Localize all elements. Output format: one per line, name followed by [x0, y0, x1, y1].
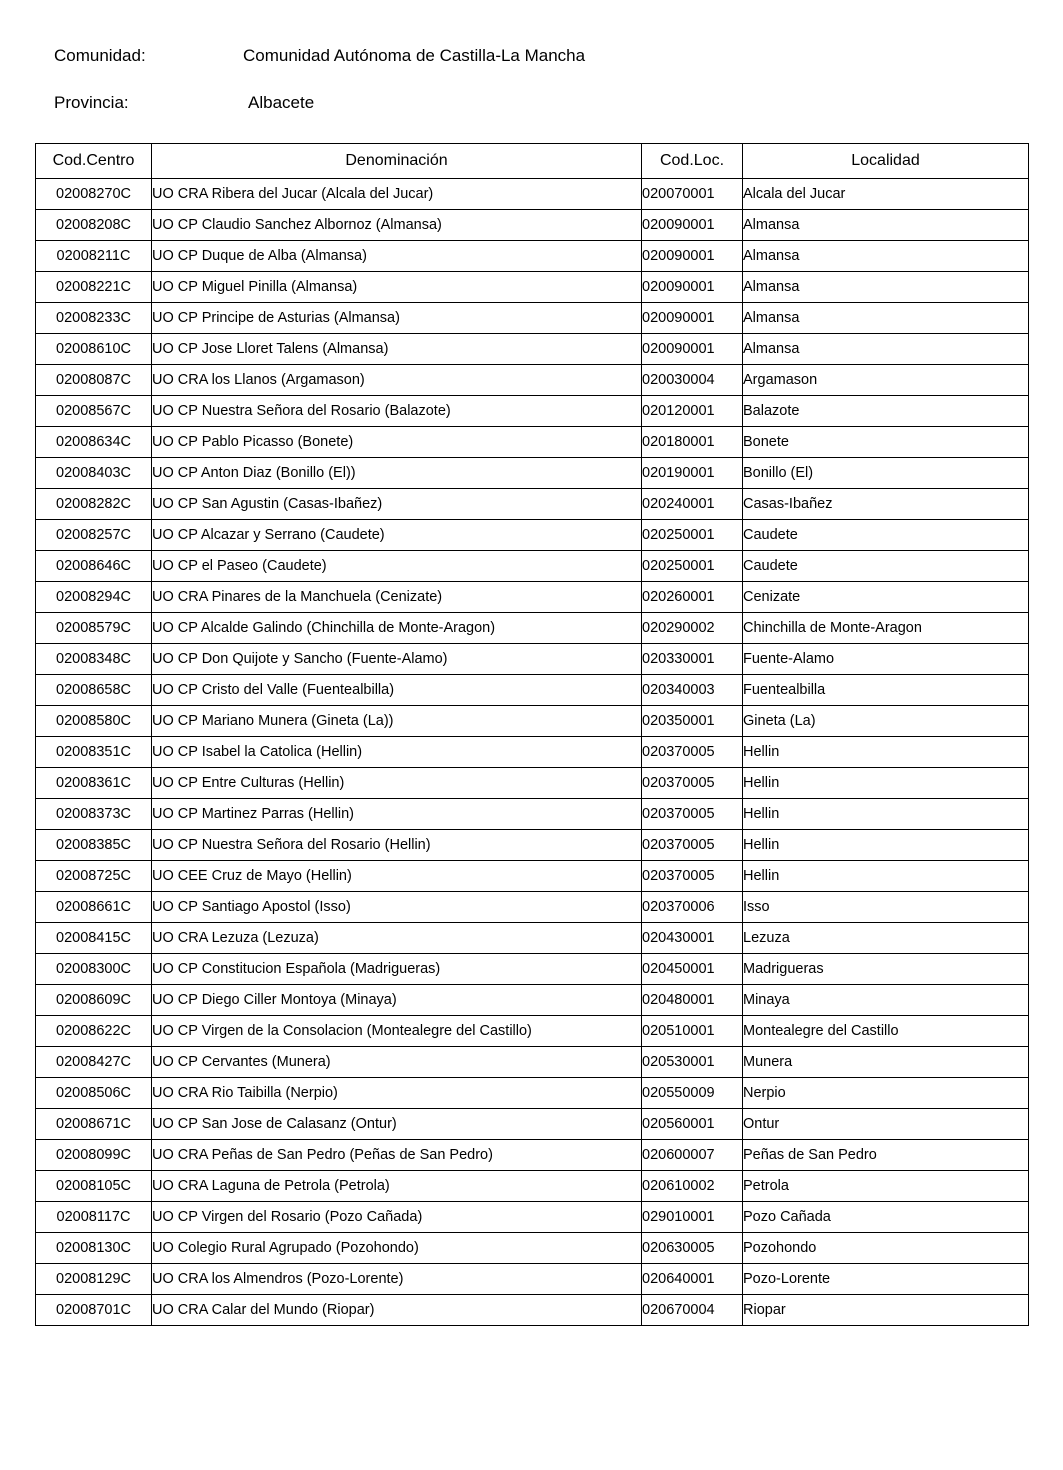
- cod-loc-cell: 029010001: [642, 1202, 743, 1233]
- table-row: [36, 551, 1029, 582]
- cod-centro-cell: 02008567C: [36, 396, 152, 427]
- denominacion-cell: UO CP Nuestra Señora del Rosario (Hellin): [152, 830, 642, 861]
- cod-loc-cell: 020250001: [642, 551, 743, 582]
- cod-centro-cell: 02008348C: [36, 644, 152, 675]
- comunidad-label: Comunidad:: [54, 46, 146, 65]
- cod-loc-cell: 020550009: [642, 1078, 743, 1109]
- cod-loc-cell: 020450001: [642, 954, 743, 985]
- cod-loc-cell: 020290002: [642, 613, 743, 644]
- cod-loc-cell: 020370005: [642, 768, 743, 799]
- centers-table: [35, 143, 1029, 1326]
- table-row: [36, 520, 1029, 551]
- table-row: [36, 1016, 1029, 1047]
- cod-centro-cell: 02008300C: [36, 954, 152, 985]
- cod-loc-cell: 020090001: [642, 334, 743, 365]
- cod-centro-cell: 02008117C: [36, 1202, 152, 1233]
- localidad-cell: Gineta (La): [743, 706, 1029, 737]
- localidad-cell: Hellin: [743, 830, 1029, 861]
- localidad-cell: Hellin: [743, 861, 1029, 892]
- localidad-cell: Ontur: [743, 1109, 1029, 1140]
- column-header-cod-centro: Cod.Centro: [36, 144, 152, 179]
- table-row: [36, 1078, 1029, 1109]
- cod-loc-cell: 020480001: [642, 985, 743, 1016]
- denominacion-cell: UO CP Cervantes (Munera): [152, 1047, 642, 1078]
- denominacion-cell: UO CEE Cruz de Mayo (Hellin): [152, 861, 642, 892]
- denominacion-cell: UO CP Cristo del Valle (Fuentealbilla): [152, 675, 642, 706]
- localidad-cell: Lezuza: [743, 923, 1029, 954]
- localidad-cell: Minaya: [743, 985, 1029, 1016]
- table-row: [36, 892, 1029, 923]
- cod-loc-cell: 020090001: [642, 303, 743, 334]
- table-row: [36, 334, 1029, 365]
- cod-centro-cell: 02008701C: [36, 1295, 152, 1326]
- table-row: [36, 365, 1029, 396]
- cod-centro-cell: 02008385C: [36, 830, 152, 861]
- cod-loc-cell: 020250001: [642, 520, 743, 551]
- table-row: [36, 675, 1029, 706]
- cod-centro-cell: 02008294C: [36, 582, 152, 613]
- localidad-cell: Bonete: [743, 427, 1029, 458]
- localidad-cell: Caudete: [743, 520, 1029, 551]
- cod-centro-cell: 02008610C: [36, 334, 152, 365]
- cod-centro-cell: 02008579C: [36, 613, 152, 644]
- table-row: [36, 1264, 1029, 1295]
- denominacion-cell: UO CRA los Almendros (Pozo-Lorente): [152, 1264, 642, 1295]
- table-row: [36, 954, 1029, 985]
- denominacion-cell: UO CP San Agustin (Casas-Ibañez): [152, 489, 642, 520]
- denominacion-cell: UO CP Pablo Picasso (Bonete): [152, 427, 642, 458]
- cod-centro-cell: 02008211C: [36, 241, 152, 272]
- cod-loc-cell: 020370006: [642, 892, 743, 923]
- cod-loc-cell: 020670004: [642, 1295, 743, 1326]
- cod-centro-cell: 02008427C: [36, 1047, 152, 1078]
- cod-centro-cell: 02008622C: [36, 1016, 152, 1047]
- denominacion-cell: UO CP Virgen de la Consolacion (Montealegre del Castillo): [152, 1016, 642, 1047]
- column-header-localidad: Localidad: [743, 144, 1029, 179]
- table-row: [36, 737, 1029, 768]
- table-row: [36, 179, 1029, 210]
- cod-centro-cell: 02008208C: [36, 210, 152, 241]
- localidad-cell: Pozo-Lorente: [743, 1264, 1029, 1295]
- cod-loc-cell: 020350001: [642, 706, 743, 737]
- table-row: [36, 427, 1029, 458]
- localidad-cell: Cenizate: [743, 582, 1029, 613]
- table-row: [36, 644, 1029, 675]
- cod-centro-cell: 02008661C: [36, 892, 152, 923]
- comunidad-value: Comunidad Autónoma de Castilla-La Mancha: [243, 46, 586, 65]
- table-row: [36, 768, 1029, 799]
- table-row: [36, 1171, 1029, 1202]
- denominacion-cell: UO CP Jose Lloret Talens (Almansa): [152, 334, 642, 365]
- table-row: [36, 985, 1029, 1016]
- cod-loc-cell: 020370005: [642, 799, 743, 830]
- cod-centro-cell: 02008415C: [36, 923, 152, 954]
- cod-loc-cell: 020640001: [642, 1264, 743, 1295]
- cod-centro-cell: 02008580C: [36, 706, 152, 737]
- table-row: [36, 303, 1029, 334]
- cod-centro-cell: 02008221C: [36, 272, 152, 303]
- denominacion-cell: UO CP Alcazar y Serrano (Caudete): [152, 520, 642, 551]
- denominacion-cell: UO CRA Laguna de Petrola (Petrola): [152, 1171, 642, 1202]
- table-row: [36, 1295, 1029, 1326]
- cod-loc-cell: 020090001: [642, 241, 743, 272]
- localidad-cell: Montealegre del Castillo: [743, 1016, 1029, 1047]
- localidad-cell: Hellin: [743, 799, 1029, 830]
- provincia-label: Provincia:: [54, 93, 129, 112]
- denominacion-cell: UO CP Isabel la Catolica (Hellin): [152, 737, 642, 768]
- localidad-cell: Petrola: [743, 1171, 1029, 1202]
- provincia-value: Albacete: [248, 93, 315, 112]
- cod-loc-cell: 020070001: [642, 179, 743, 210]
- cod-centro-cell: 02008646C: [36, 551, 152, 582]
- cod-centro-cell: 02008129C: [36, 1264, 152, 1295]
- cod-centro-cell: 02008609C: [36, 985, 152, 1016]
- localidad-cell: Almansa: [743, 272, 1029, 303]
- localidad-cell: Alcala del Jucar: [743, 179, 1029, 210]
- column-header-denominacion: Denominación: [152, 144, 642, 179]
- denominacion-cell: UO CP Principe de Asturias (Almansa): [152, 303, 642, 334]
- denominacion-cell: UO CP Virgen del Rosario (Pozo Cañada): [152, 1202, 642, 1233]
- cod-centro-cell: 02008257C: [36, 520, 152, 551]
- denominacion-cell: UO Colegio Rural Agrupado (Pozohondo): [152, 1233, 642, 1264]
- table-row: [36, 396, 1029, 427]
- cod-loc-cell: 020180001: [642, 427, 743, 458]
- cod-loc-cell: 020630005: [642, 1233, 743, 1264]
- table-row: [36, 458, 1029, 489]
- denominacion-cell: UO CRA Peñas de San Pedro (Peñas de San Pedro): [152, 1140, 642, 1171]
- cod-centro-cell: 02008130C: [36, 1233, 152, 1264]
- table-row: [36, 1047, 1029, 1078]
- cod-loc-cell: 020260001: [642, 582, 743, 613]
- cod-loc-cell: 020530001: [642, 1047, 743, 1078]
- localidad-cell: Isso: [743, 892, 1029, 923]
- localidad-cell: Pozohondo: [743, 1233, 1029, 1264]
- cod-centro-cell: 02008373C: [36, 799, 152, 830]
- denominacion-cell: UO CP Don Quijote y Sancho (Fuente-Alamo): [152, 644, 642, 675]
- cod-centro-cell: 02008725C: [36, 861, 152, 892]
- cod-loc-cell: 020610002: [642, 1171, 743, 1202]
- cod-loc-cell: 020370005: [642, 737, 743, 768]
- cod-loc-cell: 020340003: [642, 675, 743, 706]
- cod-centro-cell: 02008233C: [36, 303, 152, 334]
- localidad-cell: Munera: [743, 1047, 1029, 1078]
- denominacion-cell: UO CP el Paseo (Caudete): [152, 551, 642, 582]
- localidad-cell: Almansa: [743, 210, 1029, 241]
- localidad-cell: Almansa: [743, 303, 1029, 334]
- denominacion-cell: UO CRA los Llanos (Argamason): [152, 365, 642, 396]
- table-row: [36, 613, 1029, 644]
- table-row: [36, 799, 1029, 830]
- denominacion-cell: UO CRA Lezuza (Lezuza): [152, 923, 642, 954]
- denominacion-cell: UO CP Nuestra Señora del Rosario (Balazote): [152, 396, 642, 427]
- column-header-cod-loc: Cod.Loc.: [642, 144, 743, 179]
- localidad-cell: Pozo Cañada: [743, 1202, 1029, 1233]
- cod-centro-cell: 02008099C: [36, 1140, 152, 1171]
- localidad-cell: Madrigueras: [743, 954, 1029, 985]
- denominacion-cell: UO CRA Pinares de la Manchuela (Cenizate): [152, 582, 642, 613]
- table-row: [36, 1233, 1029, 1264]
- denominacion-cell: UO CP Anton Diaz (Bonillo (El)): [152, 458, 642, 489]
- cod-centro-cell: 02008282C: [36, 489, 152, 520]
- denominacion-cell: UO CRA Rio Taibilla (Nerpio): [152, 1078, 642, 1109]
- denominacion-cell: UO CP Duque de Alba (Almansa): [152, 241, 642, 272]
- cod-loc-cell: 020330001: [642, 644, 743, 675]
- table-row: [36, 706, 1029, 737]
- denominacion-cell: UO CP Entre Culturas (Hellin): [152, 768, 642, 799]
- denominacion-cell: UO CP Miguel Pinilla (Almansa): [152, 272, 642, 303]
- cod-loc-cell: 020510001: [642, 1016, 743, 1047]
- cod-loc-cell: 020120001: [642, 396, 743, 427]
- denominacion-cell: UO CRA Calar del Mundo (Riopar): [152, 1295, 642, 1326]
- cod-loc-cell: 020090001: [642, 272, 743, 303]
- table-row: [36, 582, 1029, 613]
- localidad-cell: Fuentealbilla: [743, 675, 1029, 706]
- denominacion-cell: UO CP Mariano Munera (Gineta (La)): [152, 706, 642, 737]
- cod-loc-cell: 020090001: [642, 210, 743, 241]
- cod-centro-cell: 02008087C: [36, 365, 152, 396]
- localidad-cell: Bonillo (El): [743, 458, 1029, 489]
- denominacion-cell: UO CP Constitucion Española (Madrigueras): [152, 954, 642, 985]
- denominacion-cell: UO CP Claudio Sanchez Albornoz (Almansa): [152, 210, 642, 241]
- localidad-cell: Fuente-Alamo: [743, 644, 1029, 675]
- cod-loc-cell: 020030004: [642, 365, 743, 396]
- table-row: [36, 241, 1029, 272]
- table-row: [36, 272, 1029, 303]
- table-row: [36, 830, 1029, 861]
- header-row: [36, 144, 1029, 179]
- table-row: [36, 489, 1029, 520]
- denominacion-cell: UO CP Alcalde Galindo (Chinchilla de Monte-Aragon): [152, 613, 642, 644]
- cod-loc-cell: 020190001: [642, 458, 743, 489]
- localidad-cell: Argamason: [743, 365, 1029, 396]
- table-row: [36, 1202, 1029, 1233]
- localidad-cell: Hellin: [743, 768, 1029, 799]
- cod-centro-cell: 02008105C: [36, 1171, 152, 1202]
- localidad-cell: Riopar: [743, 1295, 1029, 1326]
- table-row: [36, 923, 1029, 954]
- cod-loc-cell: 020600007: [642, 1140, 743, 1171]
- localidad-cell: Balazote: [743, 396, 1029, 427]
- cod-centro-cell: 02008671C: [36, 1109, 152, 1140]
- denominacion-cell: UO CP San Jose de Calasanz (Ontur): [152, 1109, 642, 1140]
- localidad-cell: Hellin: [743, 737, 1029, 768]
- localidad-cell: Casas-Ibañez: [743, 489, 1029, 520]
- table-row: [36, 210, 1029, 241]
- denominacion-cell: UO CRA Ribera del Jucar (Alcala del Jucar): [152, 179, 642, 210]
- localidad-cell: Caudete: [743, 551, 1029, 582]
- localidad-cell: Peñas de San Pedro: [743, 1140, 1029, 1171]
- cod-centro-cell: 02008506C: [36, 1078, 152, 1109]
- cod-loc-cell: 020370005: [642, 830, 743, 861]
- cod-centro-cell: 02008403C: [36, 458, 152, 489]
- cod-centro-cell: 02008351C: [36, 737, 152, 768]
- localidad-cell: Chinchilla de Monte-Aragon: [743, 613, 1029, 644]
- localidad-cell: Nerpio: [743, 1078, 1029, 1109]
- denominacion-cell: UO CP Martinez Parras (Hellin): [152, 799, 642, 830]
- cod-loc-cell: 020560001: [642, 1109, 743, 1140]
- cod-loc-cell: 020240001: [642, 489, 743, 520]
- cod-centro-cell: 02008658C: [36, 675, 152, 706]
- table-row: [36, 1140, 1029, 1171]
- cod-loc-cell: 020370005: [642, 861, 743, 892]
- cod-loc-cell: 020430001: [642, 923, 743, 954]
- table-body: [36, 179, 1029, 1326]
- denominacion-cell: UO CP Diego Ciller Montoya (Minaya): [152, 985, 642, 1016]
- table-row: [36, 861, 1029, 892]
- table-row: [36, 1109, 1029, 1140]
- localidad-cell: Almansa: [743, 241, 1029, 272]
- localidad-cell: Almansa: [743, 334, 1029, 365]
- cod-centro-cell: 02008270C: [36, 179, 152, 210]
- cod-centro-cell: 02008634C: [36, 427, 152, 458]
- cod-centro-cell: 02008361C: [36, 768, 152, 799]
- denominacion-cell: UO CP Santiago Apostol (Isso): [152, 892, 642, 923]
